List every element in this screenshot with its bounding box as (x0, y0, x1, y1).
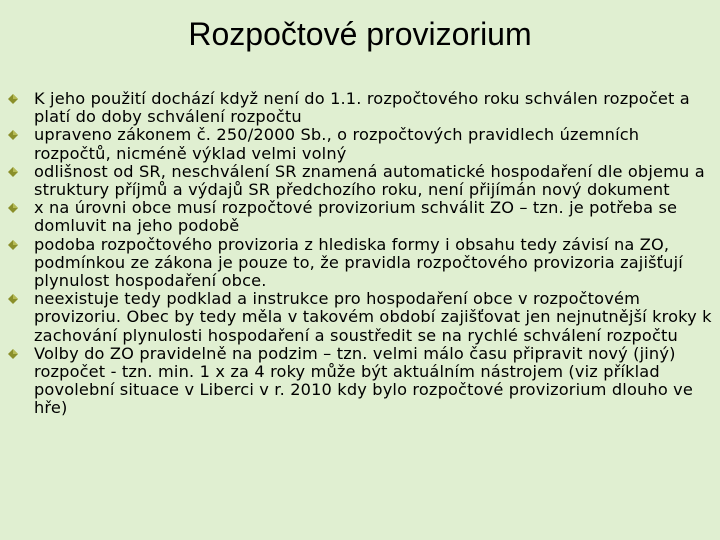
bullet-text: odlišnost od SR, neschválení SR znamená automatické hospodaření dle objemu a struktury příjmů a výdajů SR předchozího roku, není přijímán nový dokument (34, 161, 705, 200)
bullet-item (8, 90, 712, 126)
diamond-bullet-icon (8, 130, 18, 140)
bullet-item (8, 126, 712, 162)
bullet-text: K jeho použití dochází když není do 1.1. rozpočtového roku schválen rozpočet a platí do doby schválení rozpočtu (34, 89, 690, 127)
diamond-bullet-icon (8, 94, 18, 104)
diamond-bullet-icon (8, 240, 18, 250)
bullet-text: upraveno zákonem č. 250/2000 Sb., o rozpočtových pravidlech územních rozpočtů, nicméně výklad velmi volný (34, 125, 640, 163)
slide-title: Rozpočtové provizorium (188, 16, 532, 52)
bullet-text: neexistuje tedy podklad a instrukce pro hospodaření obce v rozpočtovém provizoriu. Obec by tedy měla v takovém období zajišťovat jen nejnutnější kroky k zachování plynulosti hospodaření a soustředit se na rychlé schválení rozpočtu (34, 289, 712, 345)
diamond-bullet-icon (8, 294, 18, 304)
bullet-item (8, 199, 712, 235)
diamond-bullet-icon (8, 167, 18, 177)
bullet-item (8, 345, 712, 418)
diamond-bullet-icon (8, 349, 18, 359)
bullet-item (8, 163, 712, 199)
bullet-list (8, 90, 712, 418)
diamond-bullet-icon (8, 203, 18, 213)
bullet-item (8, 290, 712, 345)
bullet-text: podoba rozpočtového provizoria z hlediska formy i obsahu tedy závisí na ZO, podmínkou ze zákona je pouze to, že pravidla rozpočtového provizoria zajišťují plynulost hospodaření obce. (34, 234, 683, 291)
bullet-text: Volby do ZO pravidelně na podzim – tzn. velmi málo času připravit nový (jiný) rozpočet - tzn. min. 1 x za 4 roky může být aktuálním nástrojem (viz příklad povolební situace v Liberci v r. 2010 kdy bylo rozpočtové provizorium dlouho ve hře) (34, 343, 694, 418)
bullet-text: x na úrovni obce musí rozpočtové provizorium schválit ZO – tzn. je potřeba se domluvit na jeho podobě (34, 198, 678, 236)
bullet-item (8, 236, 712, 291)
